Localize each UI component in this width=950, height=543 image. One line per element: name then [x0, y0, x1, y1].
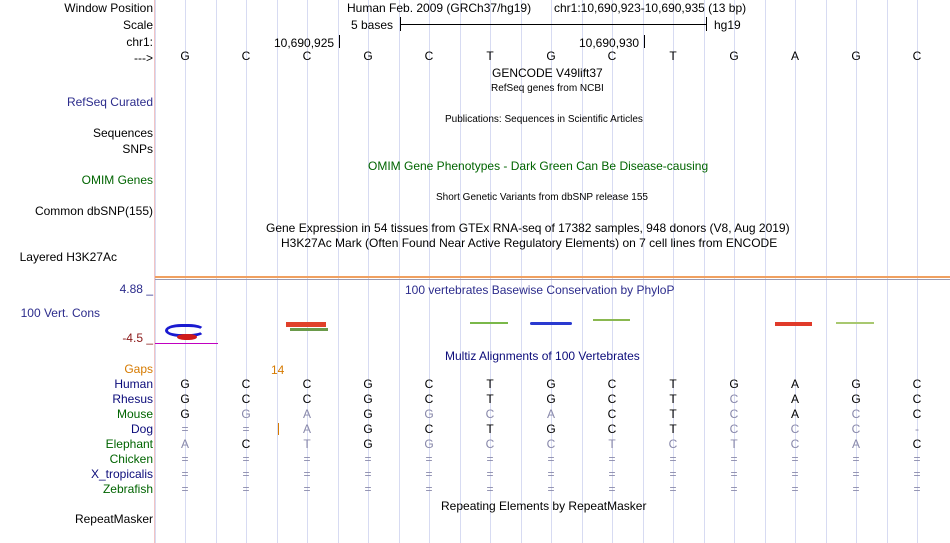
alignment-base: C — [607, 392, 617, 406]
reference-base: C — [912, 49, 922, 63]
scale-db: hg19 — [714, 18, 741, 32]
alignment-base: C — [729, 392, 739, 406]
alignment-base: C — [912, 377, 922, 391]
cons-min-label: -4.5 _ — [122, 331, 153, 345]
species-label-human[interactable]: Human — [114, 377, 153, 391]
alignment-base: C — [912, 392, 922, 406]
reference-base: A — [790, 49, 799, 63]
alignment-base: = — [730, 482, 738, 496]
alignment-base: = — [913, 482, 921, 496]
coord-930-tick — [644, 35, 645, 48]
reference-base: G — [851, 49, 861, 63]
grid-line — [826, 0, 827, 543]
refseq-label[interactable]: RefSeq Curated — [66, 95, 153, 109]
alignment-base: G — [851, 377, 861, 391]
refseq-title[interactable]: RefSeq genes from NCBI — [491, 83, 604, 94]
alignment-base: A — [302, 407, 311, 421]
cons-logo-a — [775, 322, 812, 326]
alignment-base: = — [852, 467, 860, 481]
alignment-base: = — [486, 482, 494, 496]
reference-base: T — [486, 49, 494, 63]
alignment-base: = — [242, 482, 250, 496]
grid-line — [277, 0, 278, 543]
alignment-base: = — [364, 482, 372, 496]
coord-930: 10,690,930 — [579, 36, 640, 50]
alignment-base: = — [669, 482, 677, 496]
alignment-base: = — [425, 467, 433, 481]
cons-logo-t — [470, 322, 508, 324]
cons-label[interactable]: 100 Vert. Cons — [20, 306, 100, 320]
alignment-base: = — [303, 467, 311, 481]
alignment-base: G — [546, 377, 556, 391]
reference-base: C — [607, 49, 617, 63]
alignment-base: C — [424, 377, 434, 391]
alignment-base: C — [607, 377, 617, 391]
alignment-base: = — [425, 452, 433, 466]
grid-line — [765, 0, 766, 543]
alignment-base: = — [181, 482, 189, 496]
reference-base: T — [669, 49, 677, 63]
alignment-base: T — [486, 422, 494, 436]
alignment-base: = — [913, 467, 921, 481]
grid-line — [155, 0, 156, 543]
grid-line — [643, 0, 644, 543]
alignment-base: = — [242, 467, 250, 481]
alignment-base: = — [181, 422, 189, 436]
dbsnp-label[interactable]: Common dbSNP(155) — [34, 204, 153, 218]
alignment-base: = — [791, 467, 799, 481]
sequences-label[interactable]: Sequences — [92, 126, 153, 140]
species-label-rhesus[interactable]: Rhesus — [112, 392, 153, 406]
alignment-base: G — [363, 392, 373, 406]
alignment-base: T — [608, 437, 616, 451]
alignment-base: G — [363, 437, 373, 451]
grid-line — [216, 0, 217, 543]
species-label-mouse[interactable]: Mouse — [116, 407, 153, 421]
h3k27ac-label[interactable]: Layered H3K27Ac — [19, 250, 117, 264]
label-separator — [154, 0, 155, 543]
alignment-base: G — [546, 422, 556, 436]
alignment-base: C — [790, 437, 800, 451]
alignment-base: C — [851, 422, 861, 436]
alignment-base: A — [546, 407, 555, 421]
alignment-base: = — [181, 452, 189, 466]
alignment-base: T — [486, 392, 494, 406]
cons-logo-c2 — [593, 319, 630, 321]
alignment-base: = — [425, 482, 433, 496]
alignment-base: = — [608, 452, 616, 466]
reference-base: G — [729, 49, 739, 63]
alignment-base: = — [303, 482, 311, 496]
alignment-base: = — [791, 452, 799, 466]
alignment-base: C — [729, 422, 739, 436]
window-position-label: Window Position — [64, 1, 153, 15]
track-divider-shadow — [155, 279, 950, 280]
alignment-base: T — [669, 392, 677, 406]
alignment-base: A — [180, 437, 189, 451]
cons-logo-g3 — [836, 322, 874, 324]
alignment-base: C — [607, 407, 617, 421]
alignment-base: C — [302, 392, 312, 406]
grid-line — [460, 0, 461, 543]
alignment-base: C — [241, 437, 251, 451]
alignment-base: C — [668, 437, 678, 451]
alignment-base: C — [241, 392, 251, 406]
gaps-label[interactable]: Gaps — [124, 362, 153, 376]
alignment-base: C — [546, 437, 556, 451]
alignment-base: A — [790, 392, 799, 406]
reference-base: G — [180, 49, 190, 63]
scale-bar — [400, 24, 707, 25]
alignment-base: G — [363, 407, 373, 421]
alignment-base: G — [546, 392, 556, 406]
alignment-base: C — [485, 407, 495, 421]
alignment-base: - — [915, 422, 919, 436]
alignment-base: = — [364, 452, 372, 466]
multiz-title[interactable]: Multiz Alignments of 100 Vertebrates — [445, 349, 640, 363]
alignment-base: = — [669, 467, 677, 481]
alignment-base: G — [180, 392, 190, 406]
reference-base: C — [241, 49, 251, 63]
grid-line — [399, 0, 400, 543]
alignment-base: A — [851, 437, 860, 451]
alignment-base: = — [242, 422, 250, 436]
alignment-base: = — [547, 482, 555, 496]
alignment-base: G — [729, 377, 739, 391]
alignment-base: A — [302, 422, 311, 436]
reference-base: C — [302, 49, 312, 63]
dog-insertion-marker — [278, 423, 279, 435]
alignment-base: = — [303, 452, 311, 466]
track-divider — [155, 276, 950, 278]
cons-logo-g — [165, 324, 205, 337]
gtex-title[interactable]: Gene Expression in 54 tissues from GTEx RNA-seq of 17382 samples, 948 donors (V8, Aug 2019) — [266, 221, 790, 235]
alignment-base: C — [912, 407, 922, 421]
alignment-base: = — [547, 467, 555, 481]
species-label-zebrafish[interactable]: Zebrafish — [102, 482, 153, 496]
chr-label: chr1: — [126, 35, 153, 49]
alignment-base: C — [485, 437, 495, 451]
alignment-base: C — [302, 377, 312, 391]
species-label-chicken[interactable]: Chicken — [109, 452, 153, 466]
coord-925: 10,690,925 — [274, 36, 335, 50]
snps-label[interactable]: SNPs — [122, 142, 153, 156]
alignment-base: = — [486, 467, 494, 481]
alignment-base: C — [607, 422, 617, 436]
alignment-base: T — [730, 437, 738, 451]
alignment-base: T — [669, 407, 677, 421]
alignment-base: C — [424, 392, 434, 406]
position-title: chr1:10,690,923-10,690,935 (13 bp) — [554, 1, 747, 15]
alignment-base: = — [608, 467, 616, 481]
grid-line — [887, 0, 888, 543]
reference-base: G — [546, 49, 556, 63]
scale-text: 5 bases — [351, 18, 394, 32]
cons-logo-g2 — [530, 322, 572, 325]
alignment-base: G — [241, 407, 251, 421]
alignment-base: = — [547, 452, 555, 466]
dbsnp-title[interactable]: Short Genetic Variants from dbSNP release 155 — [436, 192, 648, 203]
h3k27ac-title[interactable]: H3K27Ac Mark (Often Found Near Active Regulatory Elements) on 7 cell lines from ENCODE — [281, 236, 778, 250]
alignment-base: = — [364, 467, 372, 481]
alignment-base: = — [242, 452, 250, 466]
alignment-base: G — [180, 377, 190, 391]
species-label-elephant[interactable]: Elephant — [105, 437, 153, 451]
alignment-base: G — [424, 437, 434, 451]
alignment-base: T — [669, 422, 677, 436]
assembly-title: Human Feb. 2009 (GRCh37/hg19) — [347, 1, 532, 15]
cons-logo-c — [286, 322, 326, 327]
omim-title[interactable]: OMIM Gene Phenotypes - Dark Green Can Be Disease-causing — [368, 159, 709, 173]
alignment-base: = — [608, 482, 616, 496]
repeatmasker-label[interactable]: RepeatMasker — [74, 512, 153, 526]
cons-zero-line — [155, 343, 218, 344]
alignment-base: = — [669, 452, 677, 466]
cons-logo-c-lower — [290, 328, 328, 331]
publications-title[interactable]: Publications: Sequences in Scientific Articles — [445, 114, 643, 125]
alignment-base: T — [486, 377, 494, 391]
alignment-base: T — [669, 377, 677, 391]
gencode-title[interactable]: GENCODE V49lift37 — [492, 66, 603, 80]
alignment-base: A — [790, 377, 799, 391]
alignment-base: = — [852, 452, 860, 466]
alignment-base: G — [424, 407, 434, 421]
alignment-base: A — [790, 407, 799, 421]
alignment-base: = — [852, 482, 860, 496]
scale-label: Scale — [122, 18, 153, 32]
alignment-base: C — [790, 422, 800, 436]
repeatmasker-title[interactable]: Repeating Elements by RepeatMasker — [441, 499, 647, 513]
alignment-base: = — [486, 452, 494, 466]
cons-max-label: 4.88 _ — [119, 282, 153, 296]
alignment-base: = — [730, 467, 738, 481]
alignment-base: C — [729, 407, 739, 421]
coord-925-tick — [339, 35, 340, 48]
alignment-base: T — [303, 437, 311, 451]
grid-line — [704, 0, 705, 543]
reference-base: C — [424, 49, 434, 63]
scale-bar-right — [706, 17, 707, 31]
alignment-base: = — [181, 467, 189, 481]
alignment-base: G — [180, 407, 190, 421]
alignment-base: C — [424, 422, 434, 436]
alignment-base: = — [730, 452, 738, 466]
species-label-x_tropicalis[interactable]: X_tropicalis — [90, 467, 153, 481]
alignment-base: = — [913, 452, 921, 466]
species-label-dog[interactable]: Dog — [130, 422, 153, 436]
phylop-title[interactable]: 100 vertebrates Basewise Conservation by PhyloP — [405, 283, 675, 297]
reference-base: G — [363, 49, 373, 63]
alignment-base: C — [241, 377, 251, 391]
grid-line — [338, 0, 339, 543]
alignment-base: C — [912, 437, 922, 451]
alignment-base: G — [363, 377, 373, 391]
alignment-base: G — [851, 392, 861, 406]
strand-arrow[interactable]: ---> — [134, 51, 153, 65]
alignment-base: C — [851, 407, 861, 421]
alignment-base: = — [791, 482, 799, 496]
alignment-base: G — [363, 422, 373, 436]
gaps-count: 14 — [271, 363, 285, 377]
omim-label[interactable]: OMIM Genes — [81, 173, 153, 187]
